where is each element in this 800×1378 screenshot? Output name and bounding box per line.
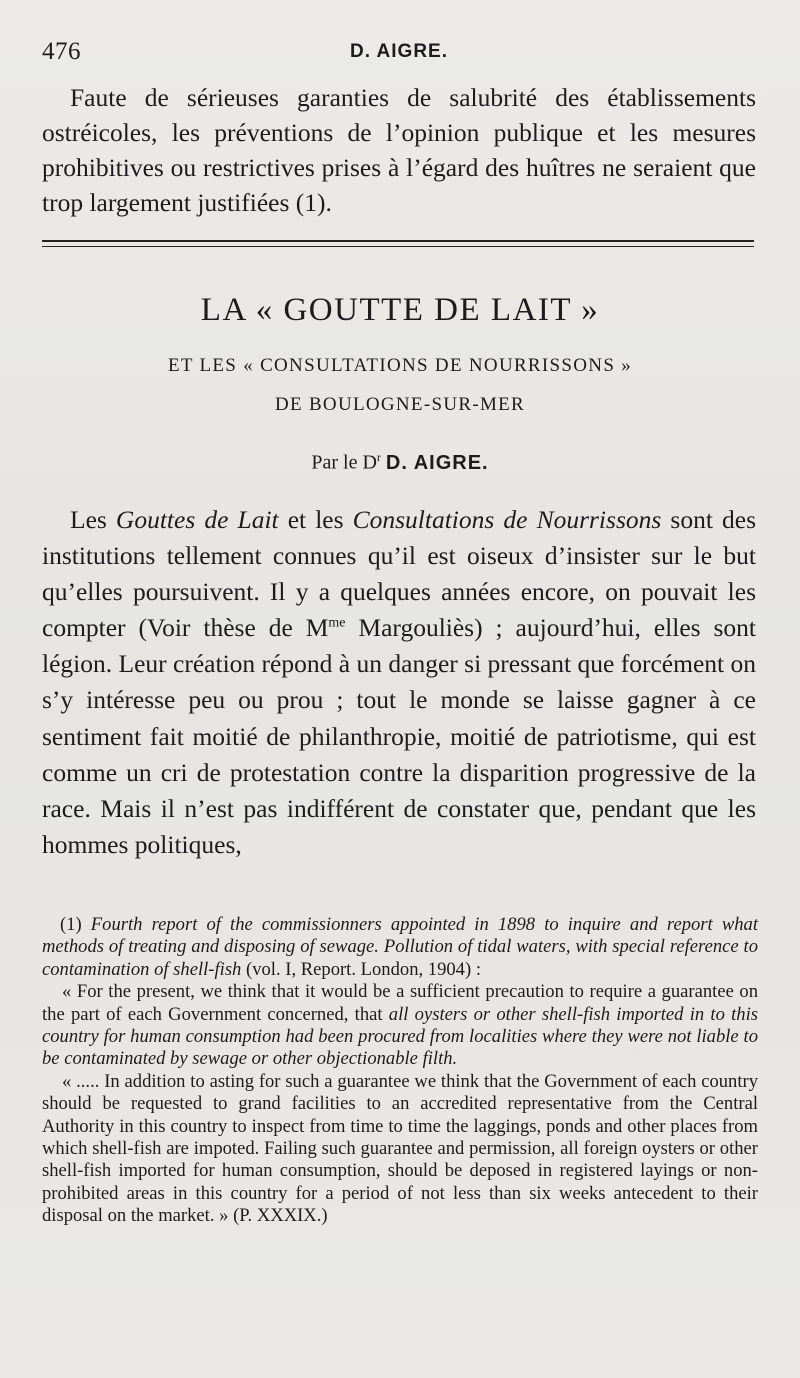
footnote-italic-ref: Fourth report of the commissionners appointed in 1898 to inquire and report what methods of treating and disposing of sewage. Pollution of tidal waters, with special reference to contamination of shell-fish xyxy=(42,914,758,980)
byline-sup: r xyxy=(376,450,381,464)
footnote-quote-1-start: « For the present, we think that it would be a sufficient precaution to require a guarantee on the part of each Government concerned, that xyxy=(42,981,758,1025)
section-rule-thick xyxy=(42,240,754,242)
page-header xyxy=(42,38,756,68)
byline-prefix: Par le D xyxy=(311,451,377,474)
footnote-quote-1 xyxy=(42,981,758,1071)
running-head: D. AIGRE. xyxy=(349,41,449,62)
section-rule-thin xyxy=(42,246,754,247)
main-italic-consultations: Consultations de Nourrissons xyxy=(352,505,662,534)
footnotes-block xyxy=(42,914,758,1228)
main-text-part2: Margouliès) ; aujourd’hui, elles sont légion. Leur création répond à un danger si pressant que forcément on s’y intéresse peu ou prou ; tout le monde se laisse gagner à ce sentiment fait moitié de philanthropie, moitié de patriotisme, qui est comme un cri de protestation contre la disparition progressive de la race. Mais il n’est pas indifférent de constater que, pendant que les hommes politiques, xyxy=(42,613,756,859)
main-lead-word: Les xyxy=(70,505,116,534)
page-number: 476 xyxy=(42,38,81,65)
intro-paragraph-block xyxy=(42,80,756,220)
footnote-marker: (1) xyxy=(60,914,91,935)
intro-paragraph: Faute de sérieuses garanties de salubrité des établissements ostréicoles, les préventions de l’opinion publique et les mesures prohibitives ou restrictives prises à l’égard des huîtres ne seraient que trop largement justifiées (1). xyxy=(42,83,756,217)
main-text-part1: sont des institutions tellement connues qu’il est oiseux d’insister sur le but qu’elles poursuivent. Il y a quelques années encore, on pouvait les compter (Voir thèse de M xyxy=(42,505,756,643)
footnote-ref-tail: (vol. I, Report. London, 1904) : xyxy=(241,958,481,980)
main-paragraph xyxy=(42,502,756,863)
article-title: LA « GOUTTE DE LAIT » xyxy=(200,292,600,328)
footnote-quote-2: « ..... In addition to asting for such a guarantee we think that the Government of each country should be requested to grand facilities to an accredited representative from the Central Authority in this country to inspect from time to time the laggings, ponds and other places from which shell-fish are impoted. Failing such guarantee and permission, all foreign oysters or other shell-fish imported for human consumption, should be deposed in registered layings or non-prohibited areas in this country for a period of not less than six weeks antecedent to their disposal on the market. » (P. XXXIX.) xyxy=(42,1070,758,1227)
article-byline xyxy=(0,450,800,475)
main-italic-gouttes: Gouttes de Lait xyxy=(115,505,279,534)
byline-author: D. AIGRE. xyxy=(385,451,489,474)
main-mid: et les xyxy=(278,505,353,534)
main-sup-me: me xyxy=(328,615,346,631)
footnote-reference xyxy=(42,914,758,981)
article-subtitle-line1: ET LES « CONSULTATIONS DE NOURRISSONS » xyxy=(167,355,633,376)
main-text-block xyxy=(42,502,756,863)
footnote-quote-1-italic: all oysters or other shell-fish imported in to this country for human consumption had been procured from localities where they were not liable to be contaminated by sewage or other objectionable filth. xyxy=(42,1003,758,1070)
article-subtitle-line2: DE BOULOGNE-SUR-MER xyxy=(274,394,526,415)
